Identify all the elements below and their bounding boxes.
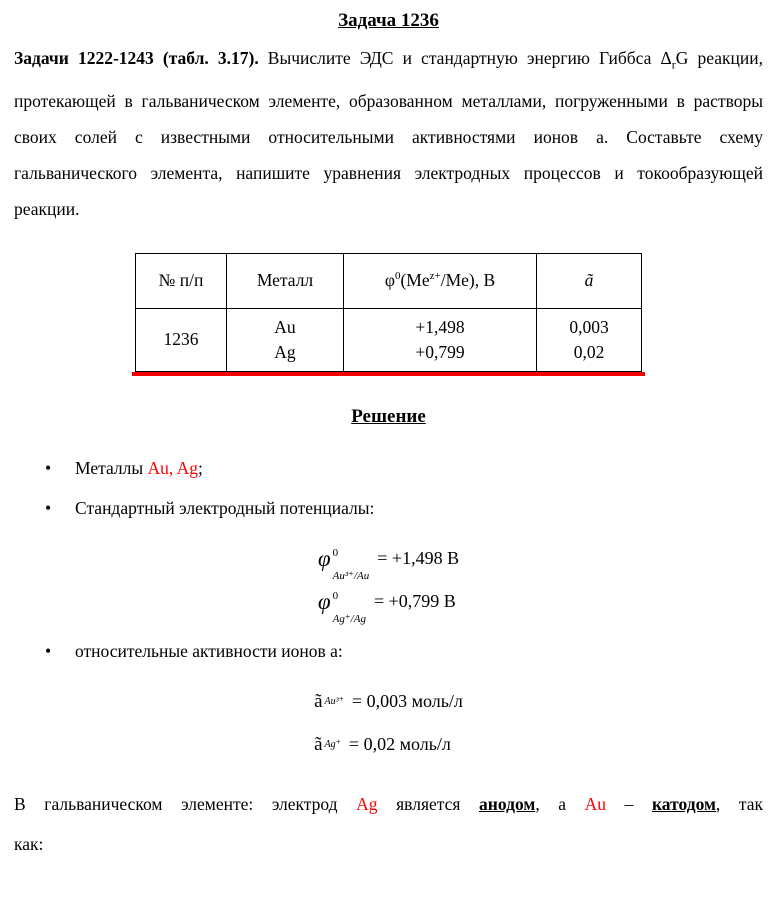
- potential-ag-value: +0,799: [415, 341, 465, 362]
- phi-scripts: [333, 548, 370, 582]
- phi-symbol: φ: [317, 545, 331, 571]
- conclusion-text-1: В гальваническом элементе: электрод: [14, 793, 357, 814]
- activity-au-value: 0,003: [569, 316, 609, 337]
- conclusion-text-2: является: [377, 793, 480, 814]
- conclusion-continuation: как:: [14, 833, 44, 854]
- col-header-activity: [537, 253, 642, 308]
- a-tilde-symbol: ã: [314, 690, 323, 712]
- problem-text-2: G реакции, протекающей в гальваническом элементе, образованном металлами, погруженными в растворы своих солей с известными относительными активностями ионов a. Составьте схему гальванического элемента, напишите уравнения электродных процессов и токообразующей реакции.: [14, 48, 763, 219]
- metal-au-value: Au: [274, 316, 296, 337]
- formula-value: = +0,799 В: [373, 591, 456, 611]
- activity-ag-value: 0,02: [573, 341, 605, 362]
- conclusion-text-3: , а: [535, 793, 585, 814]
- metals-label: Металлы: [75, 457, 148, 478]
- conclusion-text-4: –: [606, 793, 652, 814]
- phi-subscript: Ag⁺/Ag: [332, 612, 366, 625]
- col-header-metal: Металл: [227, 253, 344, 308]
- bullet-metals-text: [75, 454, 203, 482]
- table-header-row: [136, 253, 642, 308]
- potential-au-value: +1,498: [415, 316, 465, 337]
- problem-lead-bold: Задачи 1222-1243 (табл. 3.17).: [14, 48, 259, 68]
- problem-statement: [14, 40, 763, 227]
- cathode-term: катодом: [651, 793, 716, 814]
- bullet-potentials: [45, 494, 763, 522]
- a-subscript: Ag⁺: [324, 739, 341, 750]
- a-tilde-symbol: ã: [314, 733, 323, 755]
- bullet-icon: •: [45, 497, 52, 518]
- col-header-number: № п/п: [136, 253, 227, 308]
- metals-red-names: Au, Ag: [147, 457, 199, 478]
- bullet-icon: •: [45, 640, 52, 661]
- formula-value: = +1,498 В: [377, 548, 460, 568]
- bullet-icon: •: [45, 457, 52, 478]
- bullet-metals: [45, 454, 763, 482]
- cell-activities: [537, 308, 642, 371]
- activity-formulas: [14, 677, 763, 770]
- phi-header-sup-zero: 0: [394, 270, 401, 283]
- conclusion-line: [14, 784, 763, 824]
- cell-metals: [227, 308, 344, 371]
- phi-header-open: (Me: [400, 270, 430, 290]
- phi-superscript: 0: [332, 589, 339, 602]
- phi-superscript: 0: [332, 546, 339, 559]
- solution-heading: Решение: [351, 405, 426, 427]
- formula-a-ag: [314, 727, 463, 763]
- page-title: Задача 1236: [338, 10, 439, 31]
- table-zone: [14, 253, 763, 376]
- phi-header-symbol: φ: [384, 270, 395, 290]
- conclusion-text-5: , так: [715, 793, 764, 814]
- problem-text-1: Вычислите ЭДС и стандартную энергию Гиббса Δ: [258, 48, 672, 68]
- table-data-row: [136, 308, 642, 371]
- formula-a-au: [314, 684, 463, 720]
- gibbs-r-subscript: r: [671, 57, 676, 72]
- col-header-potential: [344, 253, 537, 308]
- a-subscript: Au³⁺: [324, 696, 344, 707]
- formula-value: = 0,003 моль/л: [351, 691, 463, 711]
- potential-formulas-inner: [318, 534, 459, 627]
- metal-ag-value: Ag: [274, 341, 296, 362]
- formula-value: = 0,02 моль/л: [348, 734, 451, 754]
- potential-formulas: [14, 534, 763, 627]
- phi-header-z-sup: z+: [429, 270, 441, 283]
- bullet-activities-text: относительные активности ионов a:: [75, 640, 343, 661]
- electrode-au: Au: [584, 793, 607, 814]
- phi-symbol: φ: [317, 588, 331, 614]
- phi-subscript: Au³⁺/Au: [332, 569, 370, 582]
- table-box: [135, 253, 642, 376]
- bullet-potentials-text: Стандартный электродный потенциалы:: [75, 497, 375, 518]
- conditions-table: [135, 253, 642, 372]
- formula-phi-ag: [317, 584, 459, 625]
- cell-problem-number: 1236: [136, 308, 227, 371]
- bullet-activities: [45, 637, 763, 665]
- a-tilde-header-symbol: ã: [584, 270, 594, 290]
- activity-formulas-inner: [314, 677, 463, 770]
- phi-scripts: [333, 591, 366, 625]
- metals-end: ;: [198, 457, 203, 478]
- anode-term: анодом: [479, 793, 536, 814]
- formula-phi-au: [317, 541, 460, 582]
- phi-header-close: /Me), В: [440, 270, 496, 290]
- electrode-ag: Ag: [356, 793, 378, 814]
- red-underline: [132, 372, 645, 376]
- cell-potentials: [344, 308, 537, 371]
